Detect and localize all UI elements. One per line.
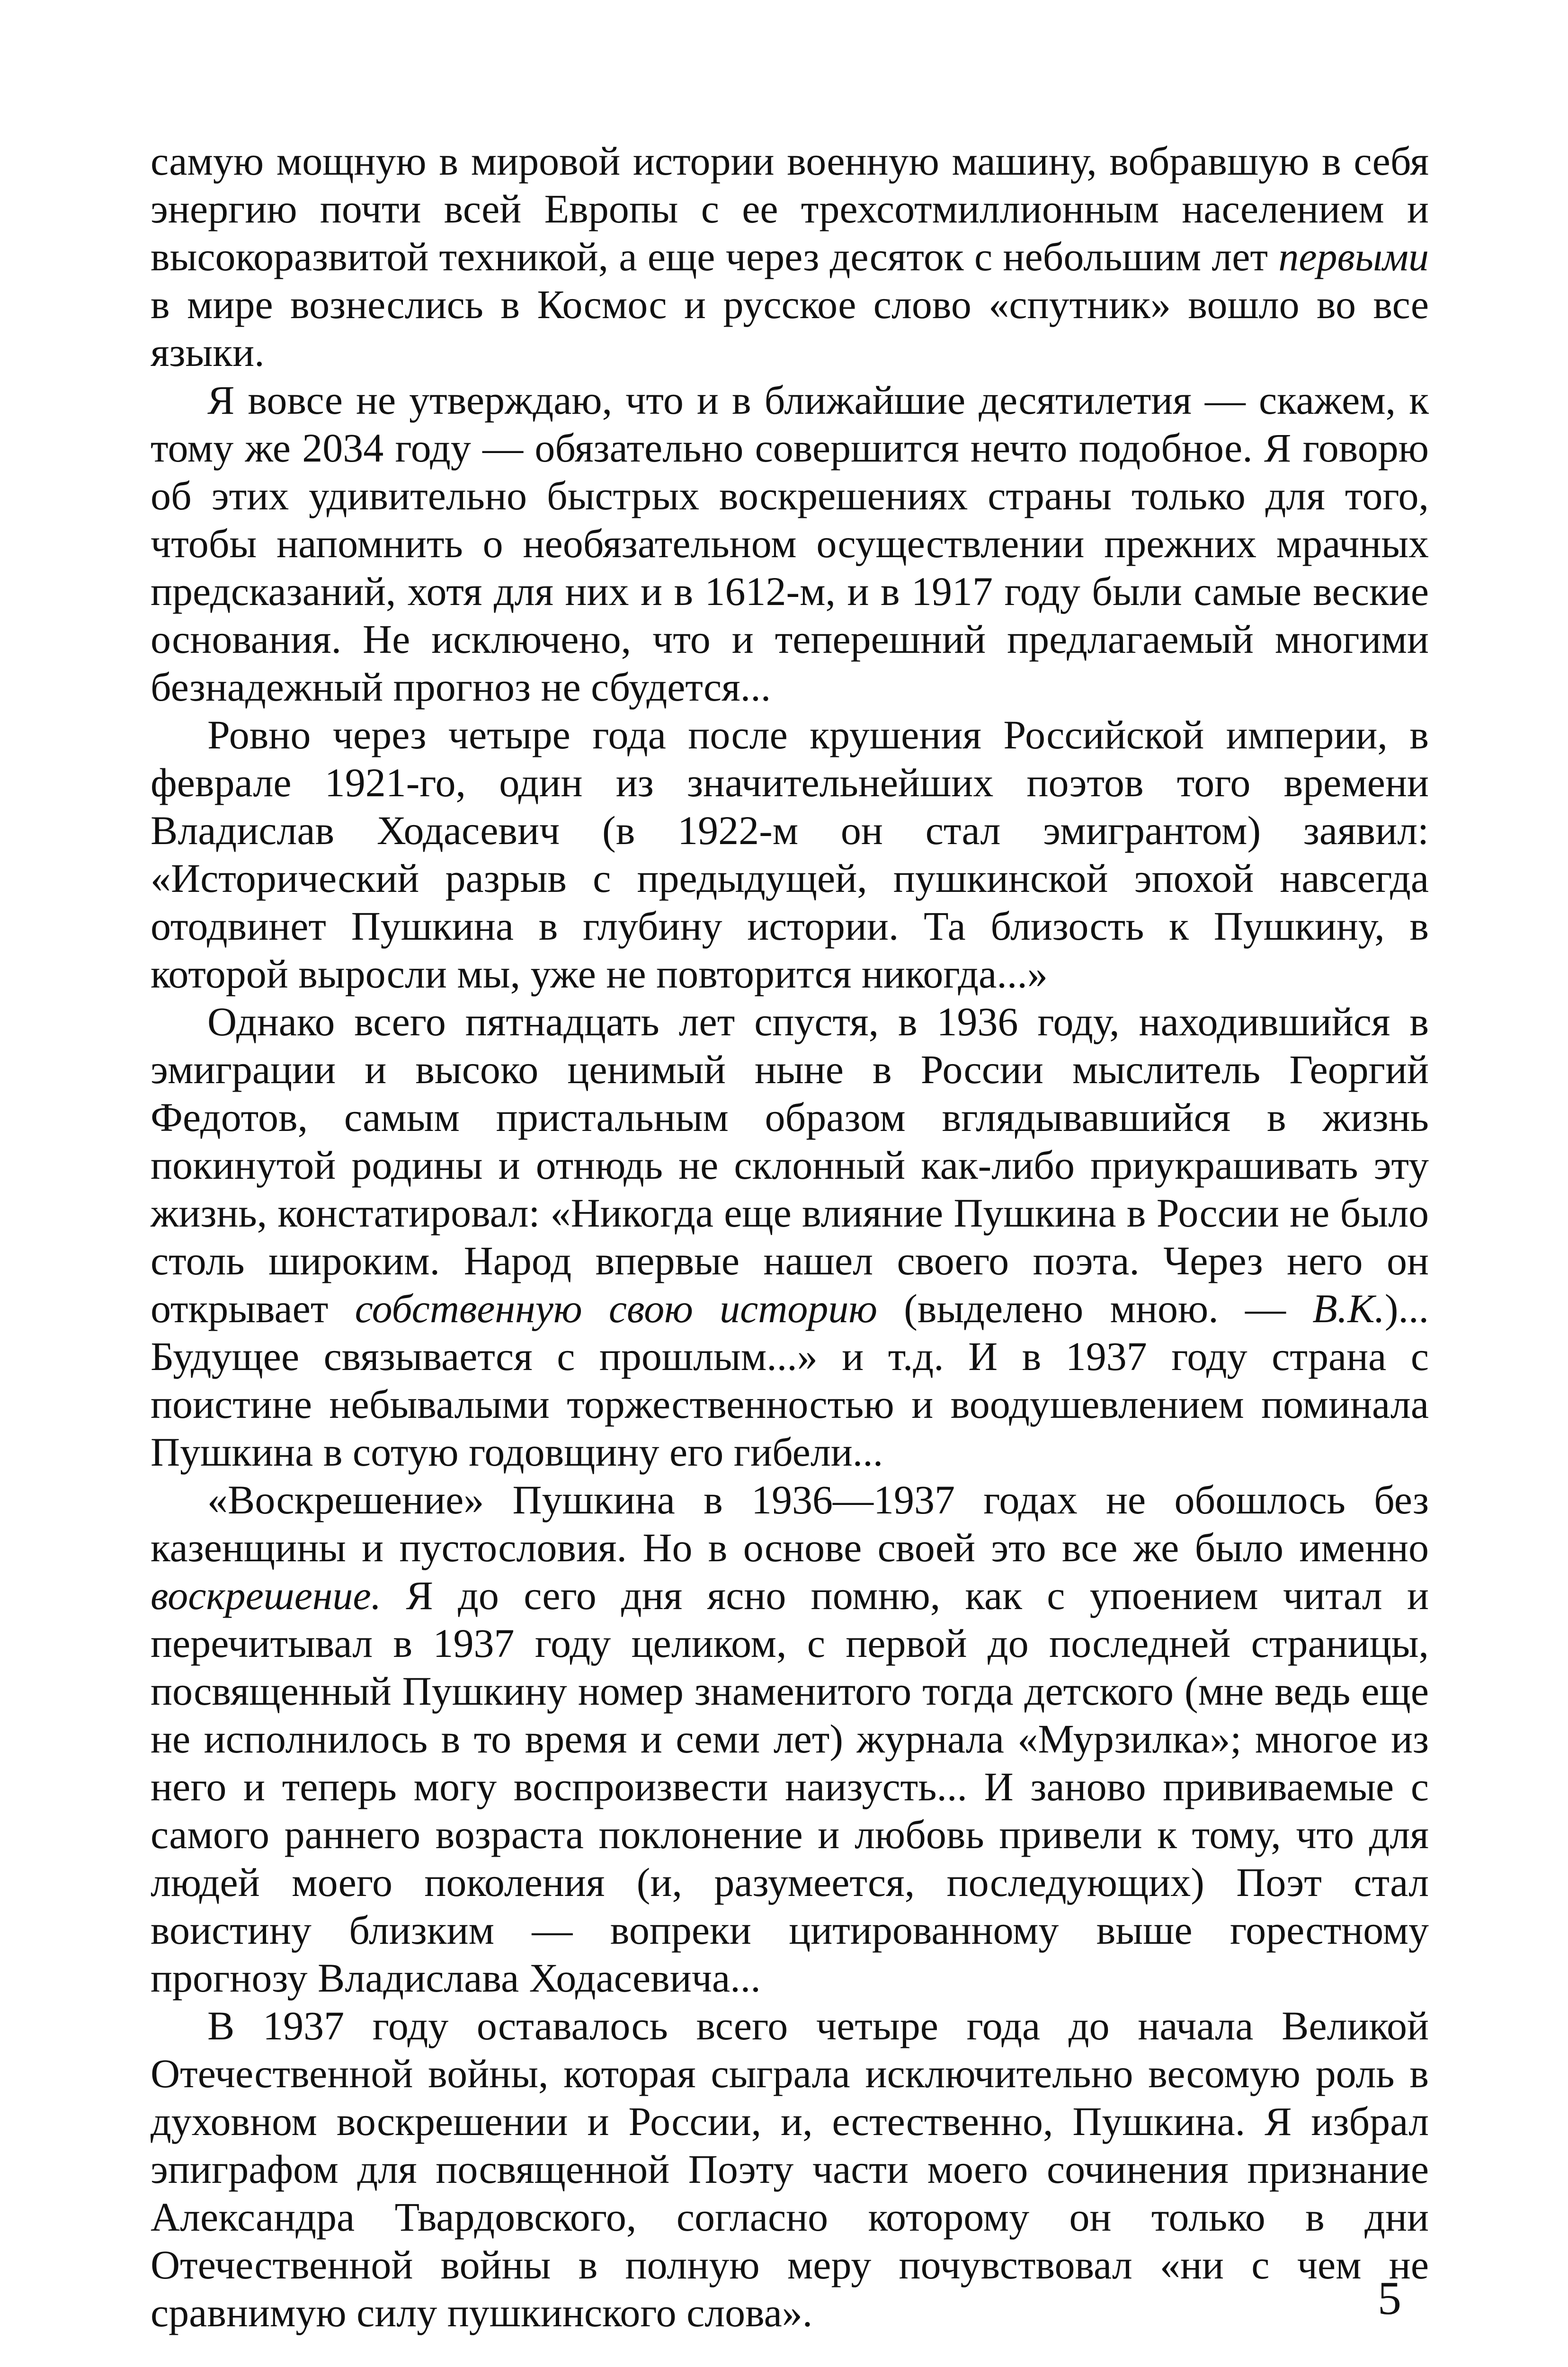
italic-text: В.К. [1312,1286,1385,1331]
text-run: Я до сего дня ясно помню, как с упоением читал и перечитывал в 1937 году целиком, с первой до последней страницы, посвященный Пушкину номер знаменитого тогда детского (мне ведь еще не исполнилось в то время и семи лет) журнала «Мурзилка»; многое из него и теперь могу воспроизвести наизусть... И заново прививаемые с самого раннего возраста поклонение и любовь привели к тому, что для людей моего поколения (и, разумеется, последующих) Поэт стал воистину близким — вопреки цитированному выше горестному прогнозу Владислава Ходасевича... [151,1573,1429,2001]
paragraph [151,1476,1429,2002]
page-number: 5 [1378,2272,1401,2324]
paragraph [151,376,1429,711]
paragraph [151,137,1429,376]
text-run: «Воскрешение» Пушкина в 1936—1937 годах не обошлось без казенщины и пустословия. Но в основе своей это все же было именно [151,1477,1429,1570]
text-run: В 1937 году оставалось всего четыре года до начала Великой Отечественной войны, которая сыграла исключительно весомую роль в духовном воскрешении и России, и, естественно, Пушкина. Я избрал эпиграфом для посвященной Поэту части моего сочинения признание Александра Твардовского, согласно которому он только в дни Отечественной войны в полную меру почувствовал «ни с чем не сравнимую силу пушкинского слова». [151,2003,1429,2335]
body-text [151,137,1429,2337]
text-run: Однако всего пятнадцать лет спустя, в 1936 году, находившийся в эмиграции и высоко ценимый ныне в России мыслитель Георгий Федотов, самым пристальным образом вглядывавшийся в жизнь покинутой родины и отнюдь не склонный как-либо приукрашивать эту жизнь, констатировал: «Никогда еще влияние Пушкина в России не было столь широким. Народ впервые нашел своего поэта. Через него он открывает [151,999,1429,1331]
text-run: )... Будущее связывается с прошлым...» и т.д. И в 1937 году страна с поистине небывалыми торжественностью и воодушевлением поминала Пушкина в сотую годовщину его гибели... [151,1286,1429,1475]
paragraph [151,711,1429,998]
text-run: самую мощную в мировой истории военную машину, вобравшую в себя энергию почти всей Европы с ее трехсотмиллионным населением и высокоразвитой техникой, а еще через десяток с небольшим лет [151,138,1429,279]
paragraph [151,998,1429,1476]
italic-text: воскрешение. [151,1573,382,1618]
text-run: (выделено мною. — [877,1286,1313,1331]
text-run: в мире вознеслись в Космос и русское слово «спутник» вошло во все языки. [151,282,1429,375]
italic-text: первыми [1278,234,1429,279]
text-run: Ровно через четыре года после крушения Российской империи, в феврале 1921-го, один из значительнейших поэтов того времени Владислав Ходасевич (в 1922-м он стал эмигрантом) заявил: «Исторический разрыв с предыдущей, пушкинской эпохой навсегда отодвинет Пушкина в глубину истории. Та близость к Пушкину, в которой выросли мы, уже не повторится никогда...» [151,712,1429,997]
text-run: Я вовсе не утверждаю, что и в ближайшие десятилетия — скажем, к тому же 2034 году — обязательно совершится нечто подобное. Я говорю об этих удивительно быстрых воскрешениях страны только для того, чтобы напомнить о необязательном осуществлении прежних мрачных предсказаний, хотя для них и в 1612-м, и в 1917 году были самые веские основания. Не исключено, что и теперешний предлагаемый многими безнадежный прогноз не сбудется... [151,377,1429,710]
paragraph [151,2002,1429,2337]
italic-text: собственную свою историю [355,1286,877,1331]
